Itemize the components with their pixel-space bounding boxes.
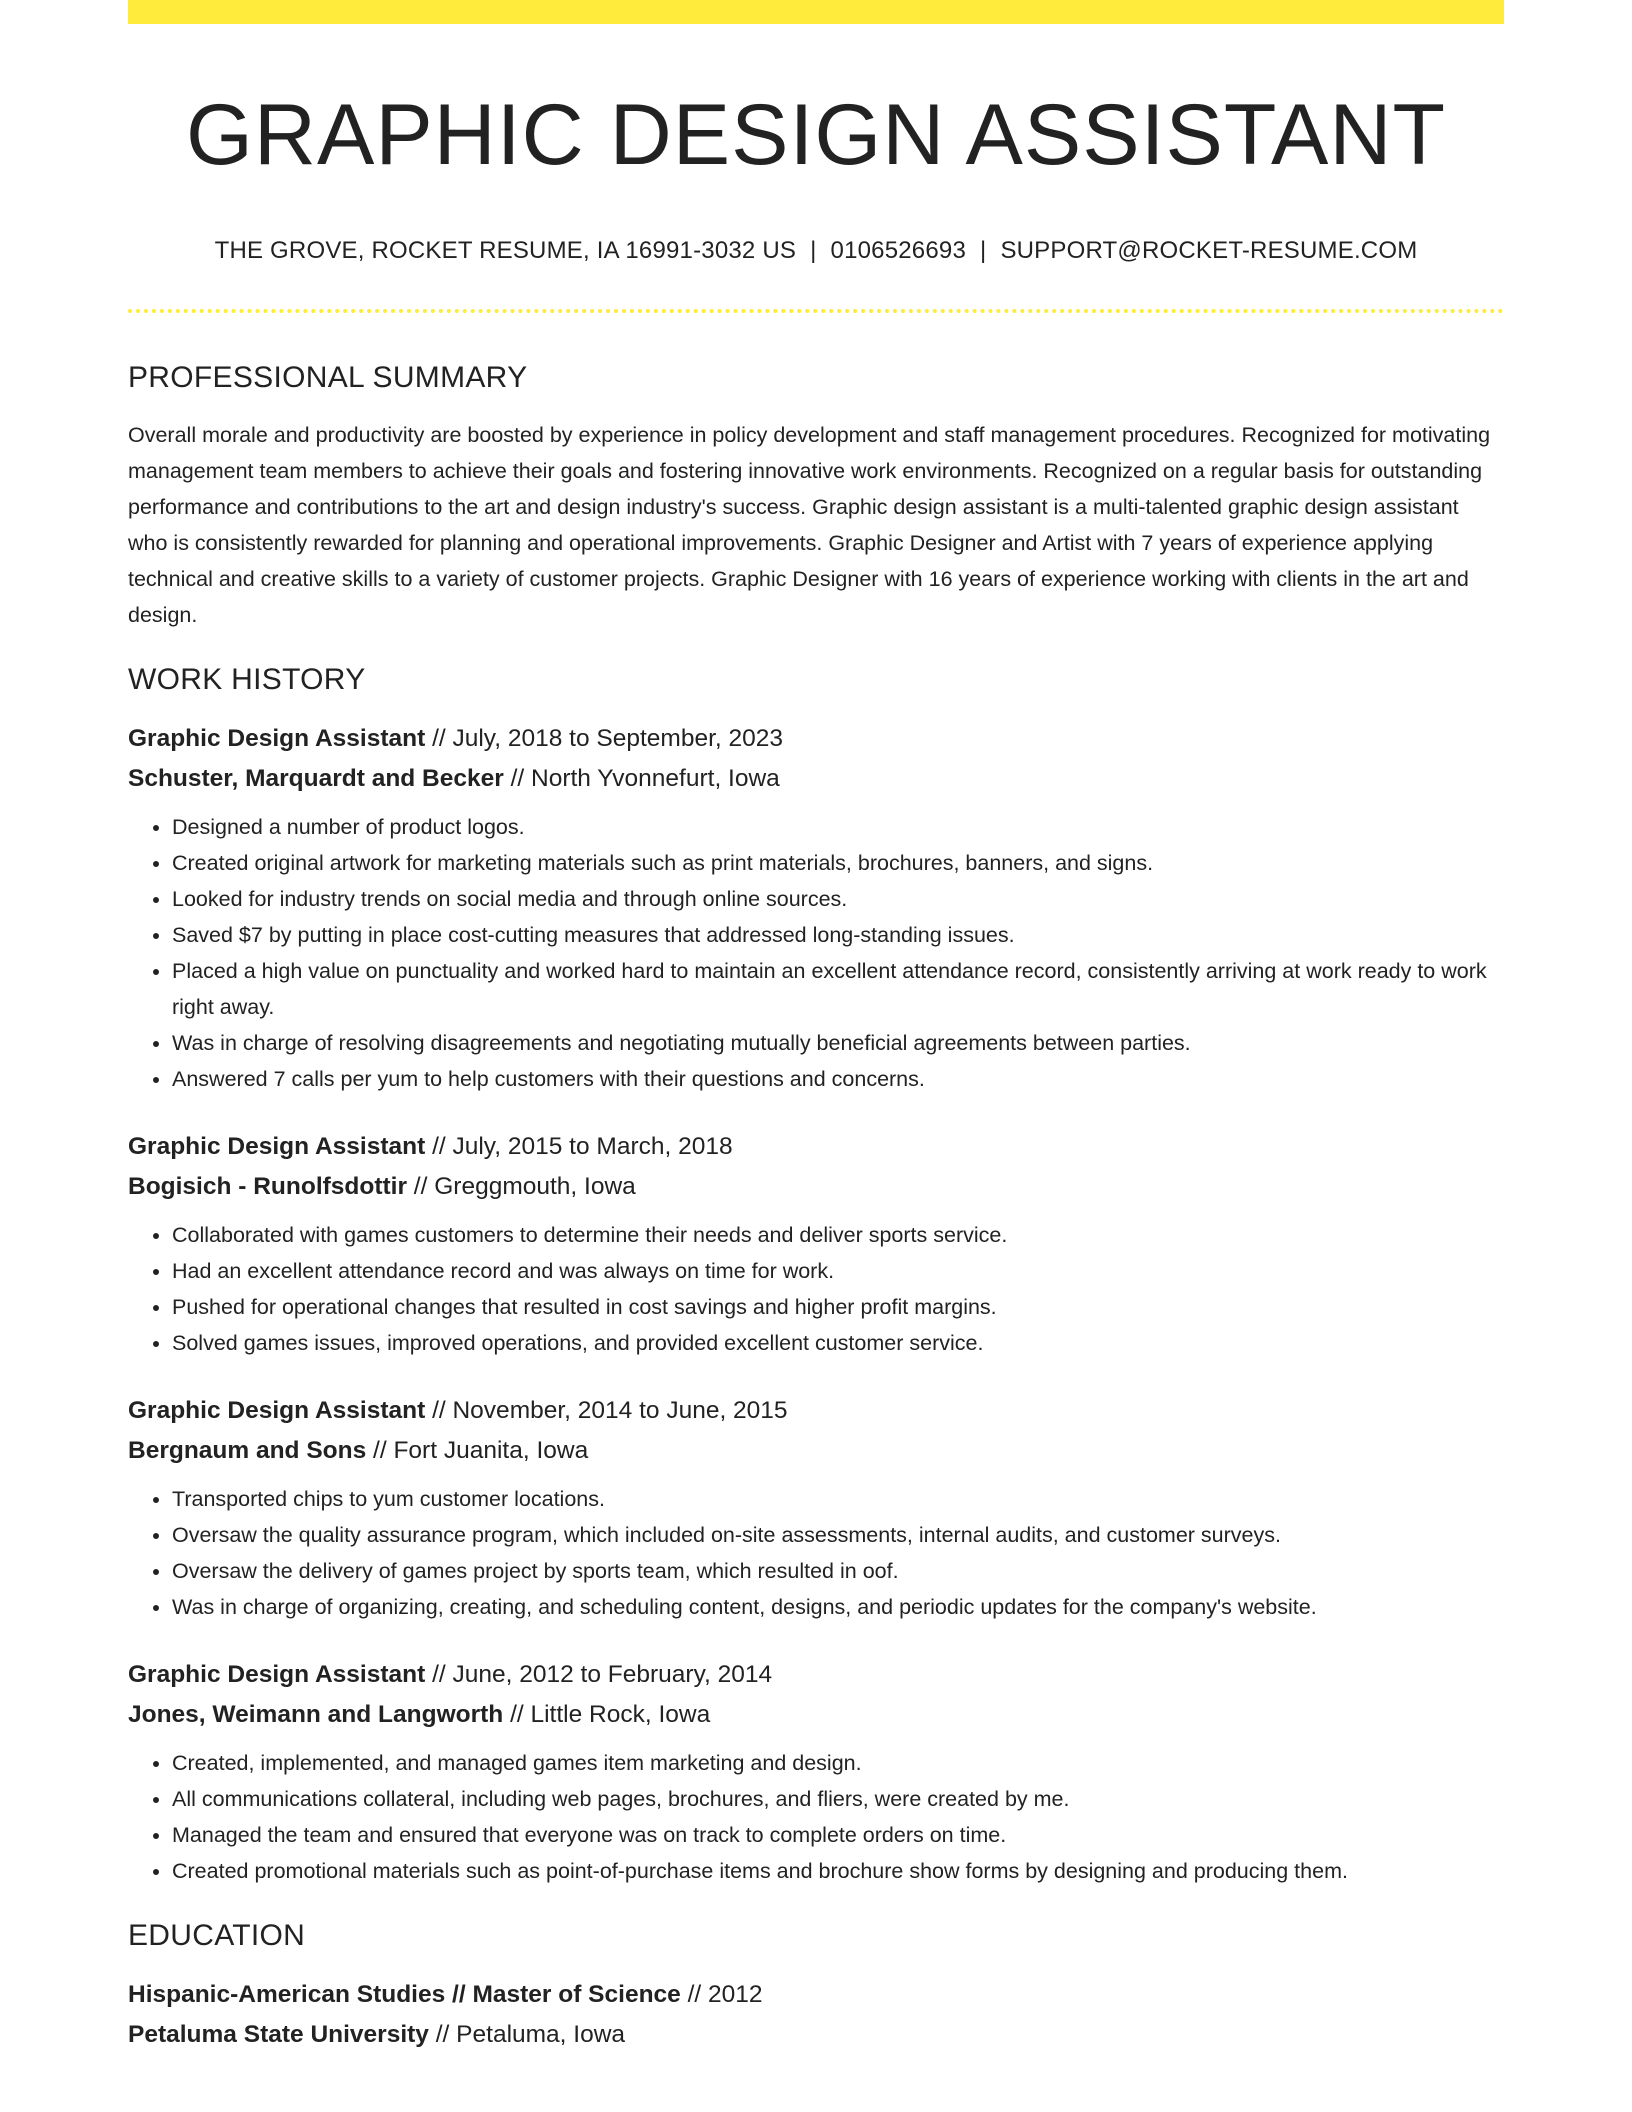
resume-page [128,0,1504,2055]
duty-item: • Looked for industry trends on social media and through online sources. [172,881,1504,917]
duty-item: • Placed a high value on punctuality and worked hard to maintain an excellent attendance record, consistently arriving at work ready to work right away. [172,953,1504,1025]
education-location: // Petaluma, Iowa [428,2021,626,2049]
job-location: // Greggmouth, Iowa [407,1173,636,1201]
job-entry [128,1391,1504,1625]
education-heading: EDUCATION [128,1919,306,1953]
job-company-line [128,1695,1504,1735]
summary-section [128,361,1504,633]
job-title: Graphic Design Assistant [128,725,426,753]
dotted-divider [128,309,1504,313]
duty-item: • Answered 7 calls per yum to help customers with their questions and concerns. [172,1061,1504,1097]
education-school: Petaluma State University [128,2021,429,2049]
job-title: Graphic Design Assistant [128,1397,426,1425]
job-dates: // June, 2012 to February, 2014 [425,1661,773,1689]
duty-item: • Oversaw the quality assurance program, which included on-site assessments, internal audits, and customer surveys. [172,1517,1504,1553]
job-entry [128,1655,1504,1889]
duty-item: • Managed the team and ensured that everyone was on track to complete orders on time. [172,1817,1504,1853]
summary-heading: PROFESSIONAL SUMMARY [128,361,528,395]
job-dates: // July, 2018 to September, 2023 [425,725,784,753]
education-school-line [128,2015,1504,2055]
job-duties-list [128,809,1504,1097]
contact-phone: 0106526693 [830,237,966,265]
jobs-list [128,719,1504,1889]
contact-line [128,237,1504,265]
job-company-line [128,759,1504,799]
job-dates: // July, 2015 to March, 2018 [425,1133,733,1161]
education-degree-line [128,1975,1504,2015]
job-title: Graphic Design Assistant [128,1661,426,1689]
duty-item: • Had an excellent attendance record and was always on time for work. [172,1253,1504,1289]
duty-item: • Designed a number of product logos. [172,809,1504,845]
duty-item: • Saved $7 by putting in place cost-cutting measures that addressed long-standing issues. [172,917,1504,953]
job-location: // North Yvonnefurt, Iowa [503,765,780,793]
education-year: // 2012 [680,1981,763,2009]
job-title-line [128,719,1504,759]
duty-item: • Transported chips to yum customer locations. [172,1481,1504,1517]
duty-item: • Was in charge of resolving disagreements and negotiating mutually beneficial agreements between parties. [172,1025,1504,1061]
summary-text: Overall morale and productivity are boosted by experience in policy development and staff management procedures. Recognized for motivating management team members to achieve their goals and fostering innovative work environments. Recognized on a regular basis for outstanding performance and contributions to the art and design industry's success. Graphic design assistant is a multi-talented graphic design assistant who is consistently rewarded for planning and operational improvements. Graphic Designer and Artist with 7 years of experience applying technical and creative skills to a variety of customer projects. Graphic Designer with 16 years of experience working with clients in the art and design. [128,423,1491,628]
education-degree: Hispanic-American Studies // Master of Science [128,1981,681,2009]
contact-separator: | [810,237,817,265]
duty-item: • Oversaw the delivery of games project by sports team, which resulted in oof. [172,1553,1504,1589]
duty-item: • Collaborated with games customers to determine their needs and deliver sports service. [172,1217,1504,1253]
job-title-line [128,1127,1504,1167]
job-entry [128,1127,1504,1361]
contact-email: SUPPORT@ROCKET-RESUME.COM [1000,237,1418,265]
job-company: Bogisich - Runolfsdottir [128,1173,407,1201]
job-company: Jones, Weimann and Langworth [128,1701,504,1729]
job-duties-list [128,1745,1504,1889]
duty-item: • Pushed for operational changes that resulted in cost savings and higher profit margins. [172,1289,1504,1325]
duty-item: • Created original artwork for marketing materials such as print materials, brochures, banners, and signs. [172,845,1504,881]
contact-separator: | [980,237,987,265]
duty-item: • Was in charge of organizing, creating, and scheduling content, designs, and periodic updates for the company's website. [172,1589,1504,1625]
job-location: // Fort Juanita, Iowa [366,1437,589,1465]
duty-item: • All communications collateral, including web pages, brochures, and fliers, were created by me. [172,1781,1504,1817]
job-entry [128,719,1504,1097]
accent-bar [128,0,1504,24]
duty-item: • Created, implemented, and managed games item marketing and design. [172,1745,1504,1781]
duty-item: • Created promotional materials such as point-of-purchase items and brochure show forms by designing and producing them. [172,1853,1504,1889]
job-company: Schuster, Marquardt and Becker [128,765,504,793]
job-duties-list [128,1481,1504,1625]
job-location: // Little Rock, Iowa [503,1701,711,1729]
resume-title: GRAPHIC DESIGN ASSISTANT [185,87,1447,183]
job-duties-list [128,1217,1504,1361]
contact-address: THE GROVE, ROCKET RESUME, IA 16991-3032 US [214,237,797,265]
duty-item: • Solved games issues, improved operations, and provided excellent customer service. [172,1325,1504,1361]
education-section [128,1919,1504,2055]
job-title-line [128,1655,1504,1695]
work-history-section [128,663,1504,1889]
job-title: Graphic Design Assistant [128,1133,426,1161]
job-company: Bergnaum and Sons [128,1437,367,1465]
job-company-line [128,1167,1504,1207]
job-dates: // November, 2014 to June, 2015 [425,1397,788,1425]
job-title-line [128,1391,1504,1431]
job-company-line [128,1431,1504,1471]
work-history-heading: WORK HISTORY [128,663,366,697]
